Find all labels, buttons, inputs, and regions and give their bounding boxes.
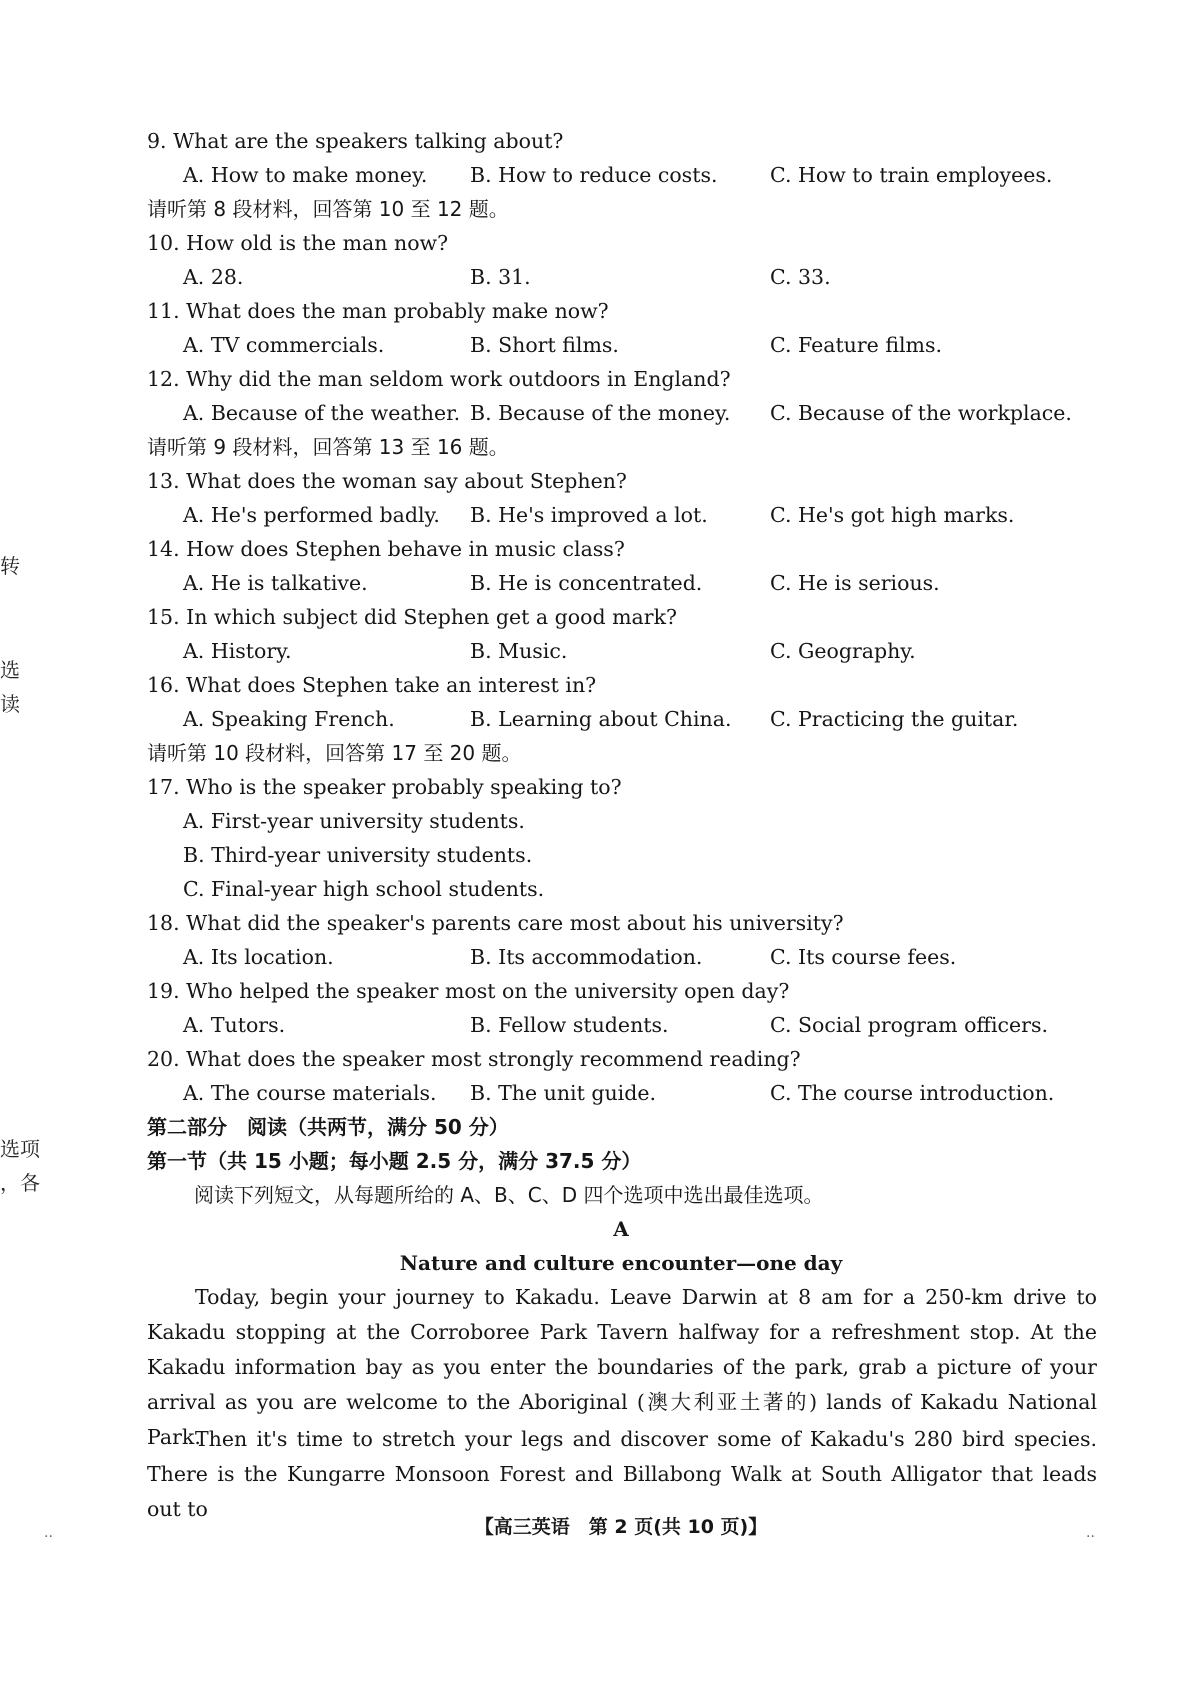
section-heading: 第一节（共 15 小题；每小题 2.5 分，满分 37.5 分） xyxy=(147,1149,642,1173)
option-a: A. Because of the weather. xyxy=(183,401,461,425)
option-a: A. How to make money. xyxy=(183,163,428,187)
option-a: A. History. xyxy=(183,639,292,663)
option-c: C. Its course fees. xyxy=(770,945,957,969)
option-a: A. Speaking French. xyxy=(183,707,395,731)
question-line: 14. How does Stephen behave in music class? xyxy=(147,537,625,561)
option-b: B. Learning about China. xyxy=(470,707,732,731)
section-instruction: 请听第 10 段材料，回答第 17 至 20 题。 xyxy=(147,741,522,765)
passage-title: Nature and culture encounter—one day xyxy=(399,1251,843,1275)
option-c: C. Practicing the guitar. xyxy=(770,707,1019,731)
question-line: 10. How old is the man now? xyxy=(147,231,449,255)
option-b: B. Short films. xyxy=(470,333,619,357)
margin-char: ，各 xyxy=(0,1171,40,1195)
margin-char: 读 xyxy=(0,692,20,716)
section-instruction: 请听第 8 段材料，回答第 10 至 12 题。 xyxy=(147,197,509,221)
footer-mark-left: .. xyxy=(44,1525,53,1541)
option-c: C. He's got high marks. xyxy=(770,503,1015,527)
question-line: 19. Who helped the speaker most on the university open day? xyxy=(147,979,790,1003)
question-line: 18. What did the speaker's parents care most about his university? xyxy=(147,911,844,935)
option-b: B. He's improved a lot. xyxy=(470,503,708,527)
option-b: B. 31. xyxy=(470,265,531,289)
option-c: C. Social program officers. xyxy=(770,1013,1048,1037)
option-b: B. The unit guide. xyxy=(470,1081,656,1105)
option-a: A. TV commercials. xyxy=(183,333,385,357)
option-c: C. Because of the workplace. xyxy=(770,401,1072,425)
question-line: 20. What does the speaker most strongly recommend reading? xyxy=(147,1047,801,1071)
option-a: A. Tutors. xyxy=(183,1013,286,1037)
option-a: A. First-year university students. xyxy=(183,809,525,833)
question-line: 13. What does the woman say about Stephen? xyxy=(147,469,627,493)
option-b: B. How to reduce costs. xyxy=(470,163,718,187)
option-b: B. He is concentrated. xyxy=(470,571,703,595)
option-c: C. Geography. xyxy=(770,639,916,663)
option-c: C. Feature films. xyxy=(770,333,943,357)
question-line: 11. What does the man probably make now? xyxy=(147,299,609,323)
option-b: B. Fellow students. xyxy=(470,1013,669,1037)
question-line: 16. What does Stephen take an interest in? xyxy=(147,673,597,697)
passage-paragraph: Then it's time to stretch your legs and discover some of Kakadu's 280 bird species. There is the Kungarre Monsoon Forest and Billabong Walk at South Alligator that leads out to xyxy=(147,1427,1097,1521)
question-line: 9. What are the speakers talking about? xyxy=(147,129,564,153)
question-line: 12. Why did the man seldom work outdoors in England? xyxy=(147,367,731,391)
part-heading: 第二部分 阅读（共两节，满分 50 分） xyxy=(147,1115,509,1139)
option-c: C. The course introduction. xyxy=(770,1081,1055,1105)
option-b: B. Because of the money. xyxy=(470,401,731,425)
section-instruction: 请听第 9 段材料，回答第 13 至 16 题。 xyxy=(147,435,509,459)
option-c: C. He is serious. xyxy=(770,571,940,595)
option-c: C. Final-year high school students. xyxy=(183,877,545,901)
option-b: B. Its accommodation. xyxy=(470,945,703,969)
footer-mark-right: .. xyxy=(1086,1525,1095,1541)
margin-char: 转 xyxy=(0,554,20,578)
option-b: B. Third-year university students. xyxy=(183,843,533,867)
option-c: C. How to train employees. xyxy=(770,163,1053,187)
option-a: A. 28. xyxy=(183,265,244,289)
margin-char: 选项 xyxy=(0,1137,40,1161)
option-b: B. Music. xyxy=(470,639,568,663)
option-a: A. He is talkative. xyxy=(183,571,368,595)
option-a: A. He's performed badly. xyxy=(183,503,440,527)
passage-paragraph: Today, begin your journey to Kakadu. Leave Darwin at 8 am for a 250-km drive to Kakadu stopping at the Corroboree Park Tavern halfway for a refreshment stop. At the Kakadu information bay as you enter the boundaries of the park, grab a picture of your arrival as you are welcome to the Aboriginal (澳大利亚土著的) lands of Kakadu National Park. xyxy=(147,1285,1097,1449)
reading-instruction: 阅读下列短文，从每题所给的 A、B、C、D 四个选项中选出最佳选项。 xyxy=(194,1183,824,1207)
question-line: 17. Who is the speaker probably speaking to? xyxy=(147,775,622,799)
option-c: C. 33. xyxy=(770,265,831,289)
passage-label: A xyxy=(613,1217,629,1241)
margin-char: 选 xyxy=(0,658,20,682)
page-footer: 【高三英语 第 2 页(共 10 页)】 xyxy=(474,1516,768,1538)
option-a: A. Its location. xyxy=(183,945,334,969)
option-a: A. The course materials. xyxy=(183,1081,437,1105)
question-line: 15. In which subject did Stephen get a good mark? xyxy=(147,605,677,629)
